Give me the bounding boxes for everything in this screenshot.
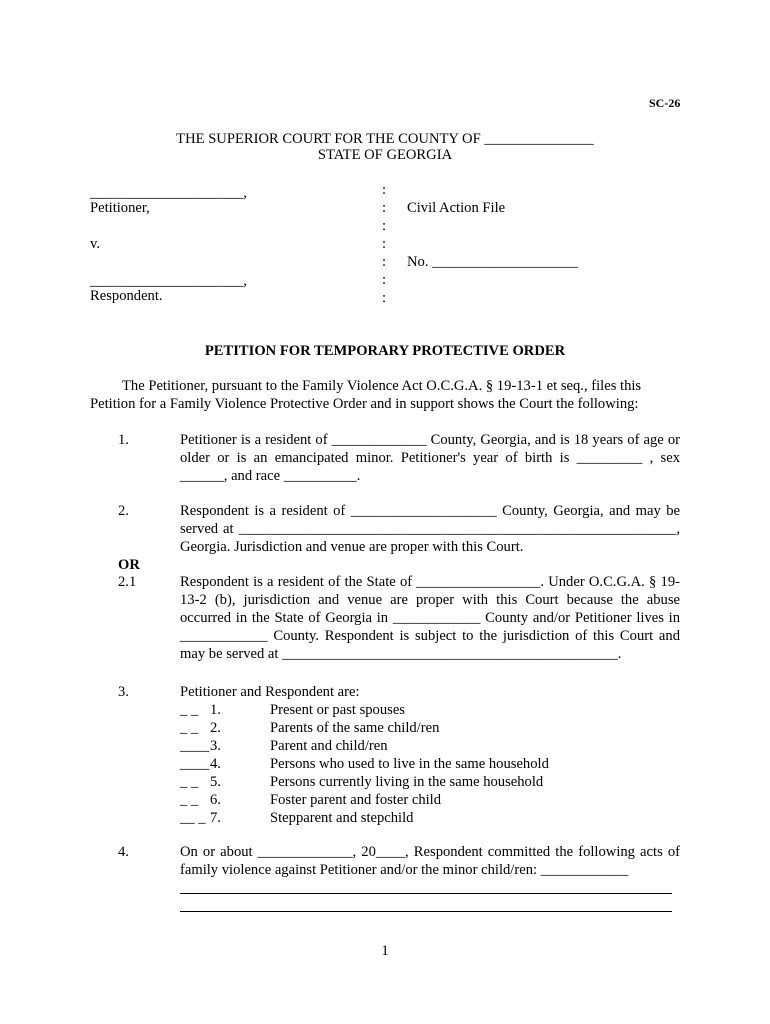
page-number: 1	[381, 943, 389, 959]
caption-colon: :	[381, 200, 387, 216]
item-number: 1.	[118, 432, 129, 448]
form-id: SC-26	[649, 96, 681, 110]
item-acts-of-violence: On or about _____________, 20____, Respondent committed the following acts of family violence against Petitioner and/or the minor child/ren: ____________	[180, 844, 680, 878]
caption-colon: :	[381, 182, 387, 198]
item-relationship-heading: Petitioner and Respondent are:	[180, 684, 360, 700]
relationship-number: 3.	[210, 738, 221, 754]
relationship-number: 5.	[210, 774, 221, 790]
relationship-option	[180, 809, 549, 827]
relationship-number: 6.	[210, 792, 221, 808]
caption-colon: :	[381, 272, 387, 288]
relationship-label: Parent and child/ren	[270, 738, 388, 754]
item-out-of-state-respondent: Respondent is a resident of the State of _________________. Under O.C.G.A. § 19-13-2 (b), jurisdiction and venue are proper with this Court because the abuse occurred in the State of Georgia in ____________ County and/or Petitioner lives in ____________ County. Respondent is subject to the jurisdiction of this Court and may be served at ______________________________________________.	[180, 574, 680, 662]
relationship-number: 7.	[210, 810, 221, 826]
item-number: 2.1	[118, 574, 137, 590]
civil-action-label: Civil Action File	[407, 200, 506, 216]
item-number: 4.	[118, 844, 129, 860]
caption-colon: :	[381, 218, 387, 234]
relationship-list	[180, 701, 549, 827]
writing-line[interactable]	[180, 911, 672, 912]
writing-line[interactable]	[180, 893, 672, 894]
relationship-label: Persons who used to live in the same household	[270, 756, 549, 772]
relationship-checkbox-blank[interactable]: __ _	[180, 810, 206, 826]
relationship-option	[180, 737, 549, 755]
relationship-checkbox-blank[interactable]: ____	[180, 756, 210, 772]
relationship-label: Persons currently living in the same household	[270, 774, 544, 790]
relationship-number: 1.	[210, 702, 221, 718]
relationship-label: Stepparent and stepchild	[270, 810, 414, 826]
case-number-field: No. ____________________	[407, 254, 579, 270]
item-number: 2.	[118, 503, 129, 519]
relationship-option	[180, 719, 549, 737]
relationship-checkbox-blank[interactable]: _ _	[180, 792, 199, 808]
relationship-checkbox-blank[interactable]: ____	[180, 738, 210, 754]
petitioner-label: Petitioner,	[90, 200, 150, 216]
versus-label: v.	[90, 236, 100, 252]
state-heading: STATE OF GEORGIA	[317, 147, 453, 163]
petition-title: PETITION FOR TEMPORARY PROTECTIVE ORDER	[204, 343, 566, 359]
relationship-number: 4.	[210, 756, 221, 772]
respondent-name-blank: _____________________,	[90, 273, 247, 289]
relationship-checkbox-blank[interactable]: _ _	[180, 702, 199, 718]
intro-paragraph	[90, 377, 680, 413]
relationship-number: 2.	[210, 720, 221, 736]
relationship-label: Parents of the same child/ren	[270, 720, 440, 736]
court-heading: THE SUPERIOR COURT FOR THE COUNTY OF _______________	[176, 131, 594, 147]
relationship-checkbox-blank[interactable]: _ _	[180, 720, 199, 736]
item-residence-respondent: Respondent is a resident of ____________________ County, Georgia, and may be served at ____________________________________________________________, Georgia. Jurisdiction and venue are proper with this Court.	[180, 503, 680, 555]
intro-text: The Petitioner, pursuant to the Family Violence Act O.C.G.A. § 19-13-1 et seq., files this Petition for a Family Violence Protective Order and in support shows the Court the following:	[90, 378, 642, 412]
relationship-option	[180, 791, 549, 809]
respondent-label: Respondent.	[90, 288, 163, 304]
relationship-option	[180, 755, 549, 773]
relationship-option	[180, 773, 549, 791]
caption-colon: :	[381, 254, 387, 270]
or-label: OR	[118, 557, 140, 573]
caption-colon: :	[381, 290, 387, 306]
petitioner-name-blank: _____________________,	[90, 185, 247, 201]
relationship-label: Present or past spouses	[270, 702, 405, 718]
caption-colon: :	[381, 236, 387, 252]
relationship-option	[180, 701, 549, 719]
relationship-label: Foster parent and foster child	[270, 792, 442, 808]
item-number: 3.	[118, 684, 129, 700]
item-residence-petitioner: Petitioner is a resident of _____________ County, Georgia, and is 18 years of age or older or is an emancipated minor. Petitioner's year of birth is _________ , sex ______, and race __________.	[180, 432, 680, 484]
relationship-checkbox-blank[interactable]: _ _	[180, 774, 199, 790]
caption-divider	[378, 181, 390, 307]
